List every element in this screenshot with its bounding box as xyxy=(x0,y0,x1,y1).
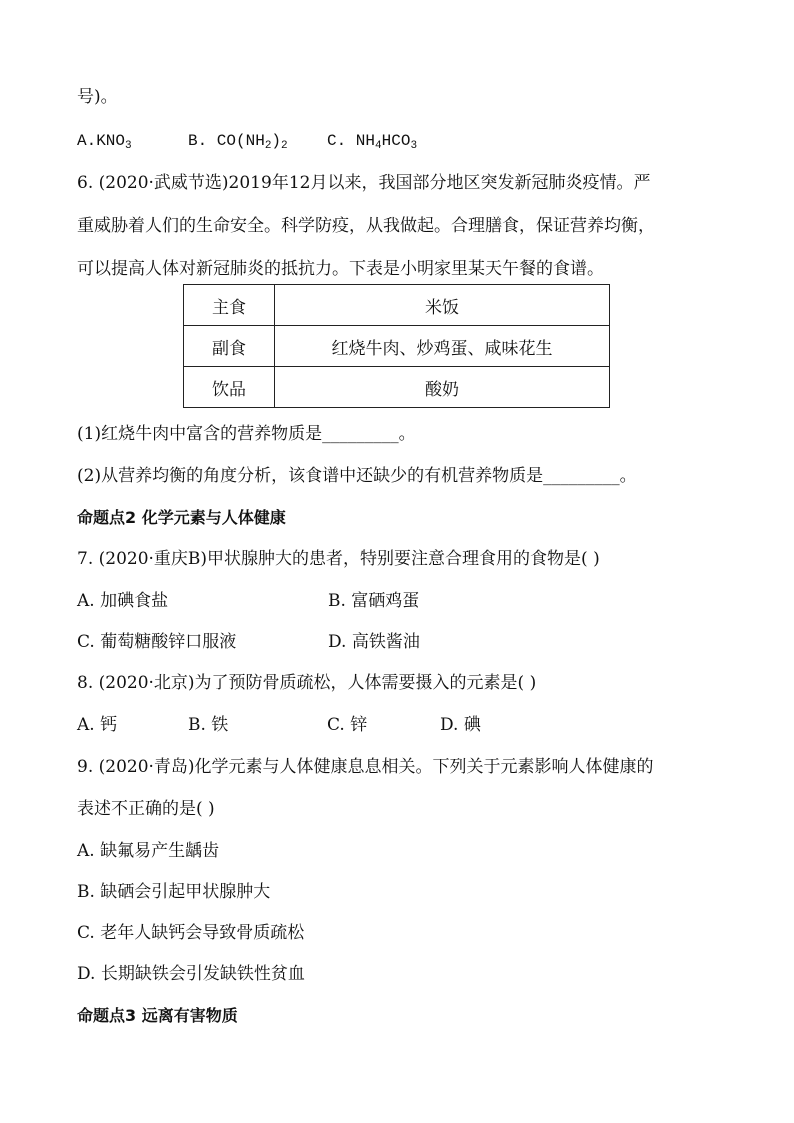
q6-sub1: (1)红烧牛肉中富含的营养物质是_________。 xyxy=(77,424,416,444)
q8-option-a: A. 钙 xyxy=(77,715,118,735)
q8-option-b: B. 铁 xyxy=(188,715,229,735)
menu-value: 红烧牛肉、炒鸡蛋、咸味花生 xyxy=(275,326,610,367)
q5-option-b: B. $CO(NH_2)_2$ xyxy=(188,132,288,152)
q7-stem: 7. (2020·重庆B)甲状腺肿大的患者，特别要注意合理食用的食物是( ) xyxy=(77,549,600,569)
table-row xyxy=(184,285,610,326)
q5-tail: 号)。 xyxy=(77,87,118,107)
section-heading-3: 命题点3 远离有害物质 xyxy=(77,1006,238,1025)
q8-option-d: D. 碘 xyxy=(440,715,481,735)
menu-key: 饮品 xyxy=(184,367,275,408)
q9-option-d: D. 长期缺铁会引发缺铁性贫血 xyxy=(77,964,305,984)
q6-stem-line2: 重威胁着人们的生命安全。科学防疫，从我做起。合理膳食，保证营养均衡， xyxy=(77,216,655,236)
q9-option-a: A. 缺氟易产生龋齿 xyxy=(77,841,220,861)
q5-option-a-label: A. xyxy=(77,132,97,150)
menu-value: 米饭 xyxy=(275,285,610,326)
q7-option-a: A. 加碘食盐 xyxy=(77,591,169,611)
lunch-menu-table xyxy=(183,284,610,408)
menu-key: 主食 xyxy=(184,285,275,326)
q7-option-d: D. 高铁酱油 xyxy=(328,632,420,652)
q9-option-b: B. 缺硒会引起甲状腺肿大 xyxy=(77,882,271,902)
menu-key: 副食 xyxy=(184,326,275,367)
q6-stem-line3: 可以提高人体对新冠肺炎的抵抗力。下表是小明家里某天午餐的食谱。 xyxy=(77,259,604,279)
q9-option-c: C. 老年人缺钙会导致骨质疏松 xyxy=(77,923,305,943)
q8-stem: 8. (2020·北京)为了预防骨质疏松，人体需要摄入的元素是( ) xyxy=(77,673,537,693)
q8-option-c: C. 锌 xyxy=(327,715,368,735)
q6-sub2: (2)从营养均衡的角度分析，该食谱中还缺少的有机营养物质是_________。 xyxy=(77,466,637,486)
q5-option-b-label: B. xyxy=(188,132,208,150)
q9-stem-line2: 表述不正确的是( ) xyxy=(77,799,215,819)
q7-option-b: B. 富硒鸡蛋 xyxy=(328,591,420,611)
q5-option-c-label: C. xyxy=(327,132,347,150)
q5-option-c: C. $NH_4HCO_3$ xyxy=(327,132,418,152)
q5-option-a: $A.KNO_3$ xyxy=(77,132,132,152)
menu-value: 酸奶 xyxy=(275,367,610,408)
table-row xyxy=(184,326,610,367)
q9-stem-line1: 9. (2020·青岛)化学元素与人体健康息息相关。下列关于元素影响人体健康的 xyxy=(77,757,654,777)
q6-stem-line1: 6. (2020·武威节选)2019年12月以来，我国部分地区突发新冠肺炎疫情。严 xyxy=(77,173,651,193)
table-row xyxy=(184,367,610,408)
section-heading-2: 命题点2 化学元素与人体健康 xyxy=(77,508,286,527)
q7-option-c: C. 葡萄糖酸锌口服液 xyxy=(77,632,237,652)
